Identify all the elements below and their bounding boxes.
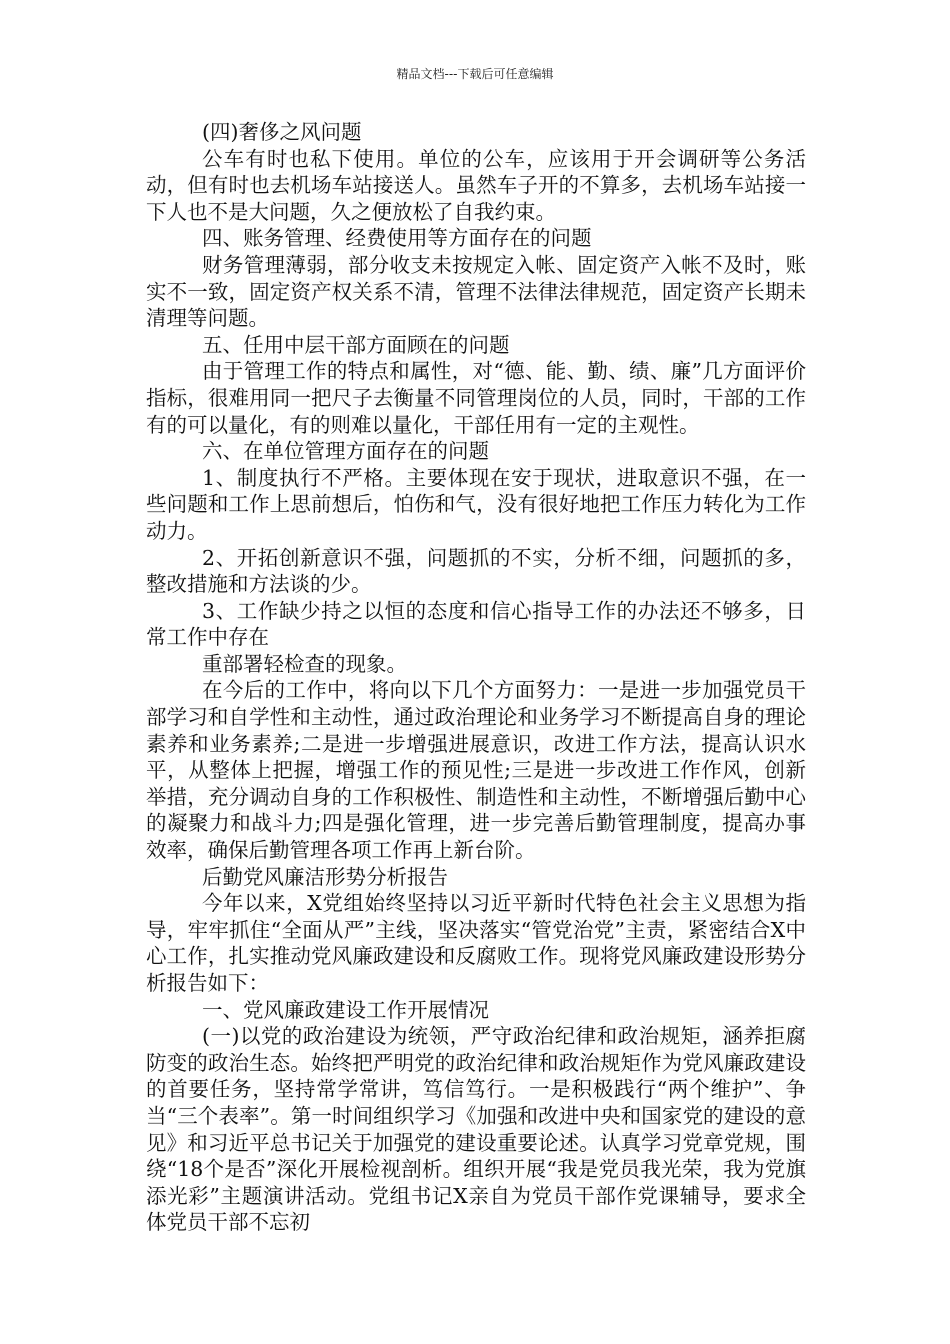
section-heading: (四)奢侈之风问题 xyxy=(202,120,362,144)
section-heading: 五、任用中层干部方面顾在的问题 xyxy=(202,332,510,357)
body-paragraph: 2、开拓创新意识不强，问题抓的不实，分析不细，问题抓的多，整改措施和方法谈的少。 xyxy=(146,545,806,597)
section-heading: 四、账务管理、经费使用等方面存在的问题 xyxy=(202,226,592,251)
body-paragraph: 在今后的工作中，将向以下几个方面努力：一是进一步加强党员干部学习和自学性和主动性，通过政治理论和业务学习不断提高自身的理论素养和业务素养;二是进一步增强进展意识，改进工作方法，提高认识水平，从整体上把握，增强工作的预见性;三是进一步改进工作作风，创新举措，充分调动自身的工作积极性、制造性和主动性，不断增强后勤中心的凝聚力和战斗力;四是强化管理，进一步完善后勤管理制度，提高办事效率，确保后勤管理各项工作再上新台阶。 xyxy=(146,678,806,863)
document-body xyxy=(146,119,806,1236)
body-paragraph: 由于管理工作的特点和属性，对“德、能、勤、绩、廉”几方面评价指标，很难用同一把尺子去衡量不同管理岗位的人员，同时，干部的工作有的可以量化，有的则难以量化，干部任用有一定的主观性。 xyxy=(146,359,806,437)
section-heading: 一、党风廉政建设工作开展情况 xyxy=(202,997,489,1022)
section-heading: 六、在单位管理方面存在的问题 xyxy=(202,439,489,464)
body-paragraph: (一)以党的政治建设为统领，严守政治纪律和政治规矩，涵养拒腐防变的政治生态。始终把严明党的政治纪律和政治规矩作为党风廉政建设的首要任务，坚持常学常讲，笃信笃行。一是积极践行“两个维护”、争当“三个表率”。第一时间组织学习《加强和改进中央和国家党的建设的意见》和习近平总书记关于加强党的建设重要论述。认真学习党章党规，围绕“18个是否”深化开展检视剖析。组织开展“我是党员我光荣，我为党旗添光彩”主题演讲活动。党组书记X亲自为党员干部作党课辅导，要求全体党员干部不忘初 xyxy=(146,1024,806,1235)
body-paragraph: 1、制度执行不严格。主要体现在安于现状，进取意识不强，在一些问题和工作上思前想后，怕伤和气，没有很好地把工作压力转化为工作动力。 xyxy=(146,465,806,543)
body-paragraph: 公车有时也私下使用。单位的公车，应该用于开会调研等公务活动，但有时也去机场车站接送人。虽然车子开的不算多，去机场车站接一下人也不是大问题，久之便放松了自我约束。 xyxy=(146,146,806,224)
body-paragraph: 财务管理薄弱，部分收支未按规定入帐、固定资产入帐不及时，账实不一致，固定资产权关系不清，管理不法律法律规范，固定资产长期未清理等问题。 xyxy=(146,252,806,331)
body-paragraph: 今年以来，X党组始终坚持以习近平新时代特色社会主义思想为指导，牢牢抓住“全面从严”主线，坚决落实“管党治党”主责，紧密结合X中心工作，扎实推动党风廉政建设和反腐败工作。现将党风廉政建设形势分析报告如下： xyxy=(146,891,806,995)
page-header: 精品文档---下载后可任意编辑 xyxy=(396,67,554,81)
body-paragraph: 重部署轻检查的现象。 xyxy=(202,651,407,676)
report-title: 后勤党风廉洁形势分析报告 xyxy=(202,864,448,889)
body-paragraph: 3、工作缺少持之以恒的态度和信心指导工作的办法还不够多，日常工作中存在 xyxy=(146,598,806,650)
